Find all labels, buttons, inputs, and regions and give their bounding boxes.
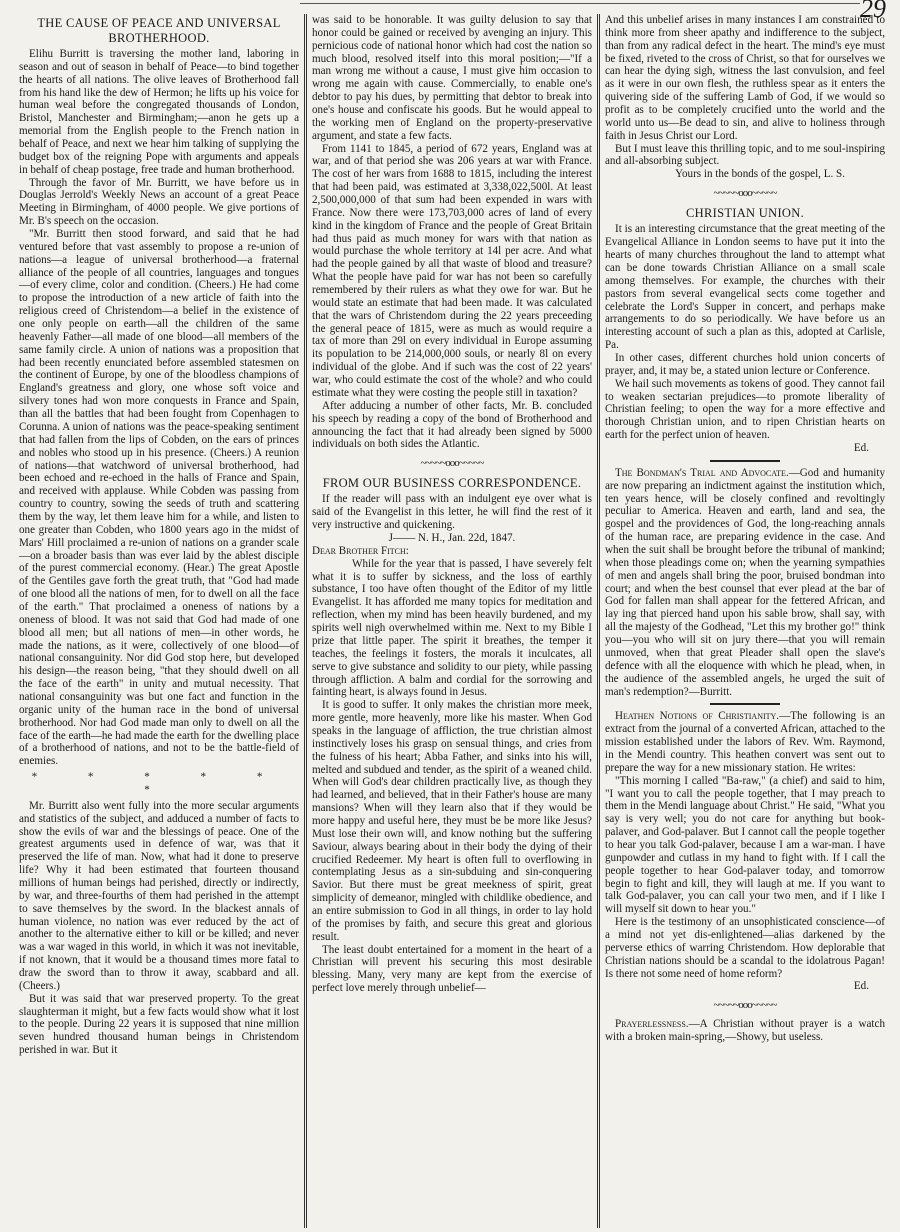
heathen-text: —The following is an extract from the journal of a converted African, attached to the mission established under the labors of Rev. Wm. Raymond, in the Mendi country. This heathen convert was sent out to prepare the way for a new missionary station. He writes: — [605, 710, 886, 774]
heathen-commentary: Here is the testimony of an unsophisticated conscience—of a mind not yet dis-enlightened—alias darkened by the perverse ethics of warring Christendom. How deplorable that Christian nations should be a scandal to the idolatrous Pagan! Is there not some need of home reform? — [605, 916, 885, 980]
ornament-divider: ~~~~~ooo~~~~~ — [420, 457, 484, 470]
peace-paragraph-2: Through the favor of Mr. Burritt, we have before us in Douglas Jerrold's Weekly News an account of a great Peace Meeting in Birmingham, of 4000 people. We give portions of Mr. B's speech on the occasion. — [19, 176, 299, 228]
editor-mark: Ed. — [853, 442, 869, 455]
heathen-heading: Heathen Notions of Christianity. — [615, 710, 780, 723]
peace-paragraph-1: Elihu Burritt is traversing the mother land, laboring in season and out of season in behalf of Peace—to bind together the hearts of all nations. The olive leaves of Brotherhood fall from his hand like the dew of Hermon; he lifts up his voice for human weal before the congregated thousands of London, Bristol, Manchester and Birmingham;—anon he gets up a memorial from the English people to the French nation in behalf of Peace, and next we hear him talking of supplying the budget box of the reigning Pope with arguments and appeals in behalf of cheap postage, free trade and human brotherhood. — [19, 48, 299, 176]
editor-mark: Ed. — [853, 980, 869, 993]
column-1 — [14, 14, 304, 1228]
letter-paragraph-5: But I must leave this thrilling topic, and to me soul-inspiring and all-absorbing subject. — [605, 142, 885, 168]
bondman-text: —God and humanity are now preparing an indictment against the institution which, ten years hence, will be closely confined and revoltingly peculiar to America. Heaven and earth, land and sea, the gospel and the providences of God, the long-reaching annals of the human race, are preparing evidence in the case. And when the suit shall be brought before the tribunal of mankind; when those pleadings come on; when the yearning sympathies of men and angels shall bring the poor, bruised bondman into court; and when the best counsel that ever plead at the bar of God for fallen man shall appear for the fettered African, and lay ing that pierced hand upon his sable brow, shall say, with all the majesty of the Godhead, "Let this my brother go!" think you—you who will sit on jury there—that you will remain unmoved, when that great Pleader shall open the slave's defence with all the eloquence with which he plead, when, in the audience of the assembled angels, he urged the suit of man's redemption?—Burritt. — [605, 466, 885, 698]
page-number: 29 — [860, 0, 886, 23]
column-3 — [597, 14, 890, 1228]
bondman-heading: The Bondman's Trial and Advocate. — [615, 466, 789, 479]
bondman-paragraph — [605, 467, 885, 698]
letter-paragraph-3: The least doubt entertained for a moment in the heart of a Christian will prevent his securing this most desirable blessing. Many, very many are kept from the exercise of perfect love merely through unbelief— — [312, 943, 592, 995]
ornament-divider: ~~~~~ooo~~~~~ — [713, 187, 777, 200]
union-paragraph-1: It is an interesting circumstance that the great meeting of the Evangelical Alliance in London seems to have put it into the hearts of many churches throughout the land to attempt what can be done towards Christian Alliance on a small scale among themselves. For example, the churches with their pastors from several evangelical sects come together and celebrate the Lord's Supper in concert, and perhaps make arrangements to do so periodically. We have before us an interesting account of such a plan as this, adopted at Carlisle, Pa. — [605, 223, 885, 352]
correspondence-salutation: Dear Brother Fitch: — [312, 544, 409, 557]
peace-paragraph-5: But it was said that war preserved property. To the great slaughterman it might, but a few facts would show what it lost to the people. During 22 years it is supposed that nine million seven hundred thousand human beings in Christendom perished in war. But it — [19, 992, 299, 1057]
heathen-paragraph — [605, 710, 885, 774]
top-rule — [300, 3, 860, 4]
peace-article-title: THE CAUSE OF PEACE AND UNIVERSAL BROTHERHOOD. — [37, 16, 281, 45]
peace-paragraph-3: "Mr. Burritt then stood forward, and said that he had ventured before that vast assembly to propose a re-union of nations—a league of universal brotherhood—a fraternal alliance of the people of all countries, languages and tongues—of every clime, color and condition. (Cheers.) He had come to propose the introduction of a new article of faith into the religious creed of Christendom—a belief in the existence of one only people on earth—all the children of the same heavenly Father—all made of one blood—all members of the same family circle. A union of nations was a proposition that had been recently enunciated before assembled statesmen on the continent of Europe, by one of the bloodless champions of England's greatness and glory, one whose soft voice and silvery tones had won more conquests in France and Spain, than all the battles that had been fought from Copenhagen to Corunna. A union of nations was the peace-speaking sentiment that had fallen from the lips of Cobden, on the ears of princes and nobles who stood up in his presence. (Cheers.) A reunion of nations—that watchword of universal brotherhood, had been echoed and re-echoed in the halls of France and Spain, and received with applause. While Cobden was passing from country to country, sowing the seeds of truth and scattering them by the way, let them leave him for a while, and listen to one greater than Cobden, who 1800 years ago in the midst of Mars' Hill proclaimed a re-union of nations on a grander scale—on a broader basis than was ever laid by the ablest disciple of the purest commercial economy. (Hear.) The great Apostle of the Gentiles gave forth the great truth, that "God had made of one blood all the nations of men, for to dwell on all the face of the earth." That proclaimed a oneness of nations by a oneness of blood. It was not said that God had made of one blood all men; but all nations of men—in other words, he made the nations, as it were, collectively of one blood—of national consanguinity. Nor did God stop here, but developed his design—the reason being, "that they should dwell on all the face of the earth" in unity and mutual necessity. That national consanguinity was but one fact and function in the organic unity of the human race in the bond of universal brotherhood. Nor had God made man only to dwell on all the face of the earth—he had made the earth for the dwelling place of a brotherhood of nations, and not to be the battle-field of enemies. — [19, 228, 299, 768]
heathen-quote: "This morning I called "Ba-raw," (a chief) and said to him, "I want you to call the people together, that I may preach to them in the Mendi language about Christ." He said, "What you say is very well; you do not care for anything but book-palaver, and God-palaver. But I cannot call the people together to hear you talk God-palaver, because I am a war-man. I have gunpowder and cutlass in my hand to fight with. If I call the people together to hear God-palaver today, and tomorrow begin to fight and kill, they will laugh at me. If you want to talk God-palaver, you can call your two men, and if I like I will myself sit down to hear you." — [605, 774, 885, 916]
correspondence-intro: If the reader will pass with an indulgent eye over what is said of the Evangelist in this letter, he will find the rest of it very instructive and quickening. — [312, 493, 592, 532]
letter-paragraph-2: It is good to suffer. It only makes the christian more meek, more gentle, more heavenly, more like his master. When God speaks in the language of affliction, the true christian almost instinctively loses his grasp on sensual things, and cries from the fulness of his heart; Abba Father, and sinks into his will, melted and subdued and tender, as the spirit of a weaned child. When will God's dear children practically live, as though they had learned, and believed, that in their Father's house are many mansions? When will they learn also that if they would be more happy and useful here, they must be be more like Jesus? Must lose their own will, and know nothing but the suffering Saviour, always bearing about in their body the dying of their crucified Redeemer. My heart is often full to overflowing in contemplating Jesus as a sin-subduing and sin-conquering Savior. But there must be great meekness of spirit, great simplicity of demeanor, mingled with childlike obedience, and an entire submission to God in all things, in order to lay hold of the promises by faith, and secure this great and glorious result. — [312, 699, 592, 943]
column-2 — [304, 14, 597, 1228]
prayer-text: —A Christian without prayer is a watch with a broken main-spring,—Showy, but useless. — [605, 1018, 885, 1043]
correspondence-title: FROM OUR BUSINESS CORRESPONDENCE. — [322, 475, 582, 490]
section-stars: * * * * * * — [31, 771, 287, 796]
section-rule — [710, 703, 780, 705]
ornament-divider: ~~~~~ooo~~~~~ — [713, 999, 777, 1012]
letter-signoff: Yours in the bonds of the gospel, L. S. — [675, 168, 845, 181]
letter-paragraph-1: While for the year that is passed, I have severely felt what it is to suffer by sickness, and the loss of earthly substance, I too have often thought of the Editor of my little Evangelist. It has afforded me many topics for meditation and reflection, when my mind has been heavily burdened, and my spirits well nigh overwhelmed within me. Next to my Bible I prize that little paper. The spirit it breathes, the temper it teaches, the feelings it fosters, the morals it inculcates, all serve to give substance and solidity to our piety, while passing through affliction. A balm and cordial for the sorrowing and fainting heart, is always found in Jesus. — [312, 557, 592, 699]
peace-paragraph-6: was said to be honorable. It was guilty delusion to say that honor could be gained or received by avenging an injury. This pernicious code of national honor which had cost the nation so much blood, resolved itself into this moral position;—"If a man wrong me without a cause, I must give him occasion to wrong me again with cause. Commercially, to enable one's debtor to pay his dues, by permitting that debtor to break into one's house and confiscate his goods. But he would appeal to the working men of England on the property-preservative argument, and state a few facts. — [312, 14, 592, 142]
union-paragraph-3: We hail such movements as tokens of good. They cannot fail to weaken sectarian prejudices—to promote liberality of Christian feeling; to open the way for a more effective and thorough Christian union, and to ripen Christian hearts on earth for the perfect union of heaven. — [605, 377, 885, 442]
peace-paragraph-4: Mr. Burritt also went fully into the more secular arguments and statistics of the subject, and adduced a number of facts to show the evils of war and the blessings of peace. One of the greatest arguments used in defence of war, was that it preserved the life of man. Now, what had it done to preserve life? Why it had been estimated that fourteen thousand millions of human beings had perished, directly or indirectly, by war, and three-fourths of them had perished in the attempt to save themselves by the sword. In the blackest annals of human violence, no nation was ever reduced by the act of another to the alternative either to kill or be killed; and never was a war waged in this world, in which it was not inevitable, if not known, that it would be a thousand times more fatal to draw the sword than to throw it away, scabbard and all. (Cheers.) — [19, 799, 299, 992]
columns — [14, 14, 890, 1228]
correspondence-dateline: J—— N. H., Jan. 22d, 1847. — [388, 532, 516, 545]
section-rule — [710, 460, 780, 462]
prayer-paragraph — [605, 1018, 885, 1044]
union-paragraph-2: In other cases, different churches hold union concerts of prayer, and, it may be, a stated union lecture or Conference. — [605, 352, 885, 377]
prayer-heading: Prayerlessness. — [615, 1018, 689, 1031]
letter-paragraph-4: And this unbelief arises in many instances I am constrained to think more from sheer apathy and indifference to the subject, than from any radical defect in the heart. The mind's eye must be fixed, riveted to the cross of Christ, so that for ourselves we can hear the dying sigh, witness the last convulsion, and feel as it were in our own flesh, the ruthless spear as it enters the quivering side of the suffering Lamb of God, if we would so profit as to be completely crucified unto the world and the world unto us—Be dead to sin, and alive to holiness through faith in Jesus Christ our Lord. — [605, 14, 885, 142]
peace-paragraph-8: After adducing a number of other facts, Mr. B. concluded his speech by reading a copy of the bond of Brotherhood and announcing the fact that it had already been signed by 5000 individuals on both sides the Atlantic. — [312, 399, 592, 451]
christian-union-title: CHRISTIAN UNION. — [686, 205, 804, 220]
peace-paragraph-7: From 1141 to 1845, a period of 672 years, England was at war, and of that period she was 206 years at war with France. The cost of her wars from 1688 to 1815, including the interest that had been paid, was estimated at 3,338,022,500l. At least 2,500,000,000 of that sum had been expended in wars with France. Now there were 173,703,000 acres of land of every kind in the kingdom of France and the people of Great Britain had thus paid as much money for wars with that nation as would purchase the whole territory at 14l per acre. And what had the people gained by all that waste of blood and treasure? What the people have paid for war has not been so carefully remembered by their rulers as what they owe for war. But he would state an estimate that had been made. It was calculated that the wars of Christendom during the 22 years preceeding the general peace of 1815, were as much as would require a tax of more than 29l on every individual in Europe assuming its population to be 214,000,000 souls, or nearly 8l on every individual of the globe. And if such was the cost of 22 years' war, who could estimate the cost of the whole? and who could estimate what they were costing the people still in taxation? — [312, 142, 592, 399]
